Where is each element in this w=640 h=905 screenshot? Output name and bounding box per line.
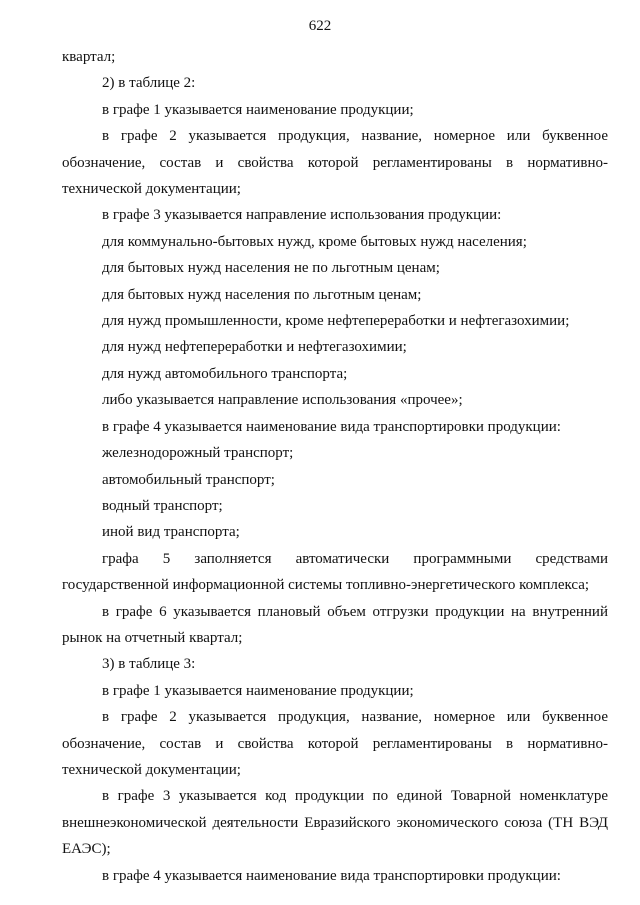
list-item: для нужд промышленности, кроме нефтепереработки и нефтегазохимии; bbox=[102, 313, 570, 330]
paragraph-column-1: в графе 1 указывается наименование продукции; bbox=[102, 101, 414, 118]
paragraph-column-5: графа 5 заполняется автоматически программными средствами государственной информационной системы топливно-энергетического комплекса; bbox=[62, 550, 608, 594]
paragraph-column-2: в графе 2 указывается продукция, название, номерное или буквенное обозначение, состав и свойства которой регламентированы в нормативно-технической документации; bbox=[62, 128, 608, 198]
list-item: автомобильный транспорт; bbox=[102, 471, 275, 488]
paragraph-table-2-heading: 2) в таблице 2: bbox=[102, 75, 196, 92]
paragraph-continuation: квартал; bbox=[62, 49, 116, 65]
list-item: либо указывается направление использования «прочее»; bbox=[102, 392, 463, 409]
page-number: 622 bbox=[308, 18, 332, 34]
list-item: для бытовых нужд населения не по льготным ценам; bbox=[102, 260, 440, 277]
paragraph-column-1: в графе 1 указывается наименование продукции; bbox=[102, 682, 414, 699]
paragraph-column-4: в графе 4 указывается наименование вида транспортировки продукции: bbox=[102, 867, 561, 884]
paragraph-column-6: в графе 6 указывается плановый объем отгрузки продукции на внутренний рынок на отчетный квартал; bbox=[62, 603, 608, 646]
list-item: для бытовых нужд населения по льготным ценам; bbox=[102, 286, 422, 303]
paragraph-column-4: в графе 4 указывается наименование вида транспортировки продукции: bbox=[102, 418, 561, 435]
list-item: для нужд нефтепереработки и нефтегазохимии; bbox=[102, 339, 407, 356]
paragraph-column-3: в графе 3 указывается направление использования продукции: bbox=[102, 207, 502, 224]
list-item: водный транспорт; bbox=[102, 497, 223, 514]
paragraph-column-2: в графе 2 указывается продукция, название, номерное или буквенное обозначение, состав и свойства которой регламентированы в нормативно-технической документации; bbox=[62, 709, 608, 778]
list-item: железнодорожный транспорт; bbox=[102, 445, 294, 462]
document-body bbox=[62, 44, 608, 889]
list-item: иной вид транспорта; bbox=[102, 524, 240, 541]
paragraph-table-3-heading: 3) в таблице 3: bbox=[102, 656, 196, 673]
list-item: для коммунально-бытовых нужд, кроме бытовых нужд населения; bbox=[102, 233, 527, 250]
paragraph-column-3: в графе 3 указывается код продукции по единой Товарной номенклатуре внешнеэкономической деятельности Евразийского экономического союза (ТН ВЭД ЕАЭС); bbox=[62, 788, 608, 858]
list-item: для нужд автомобильного транспорта; bbox=[102, 365, 348, 382]
